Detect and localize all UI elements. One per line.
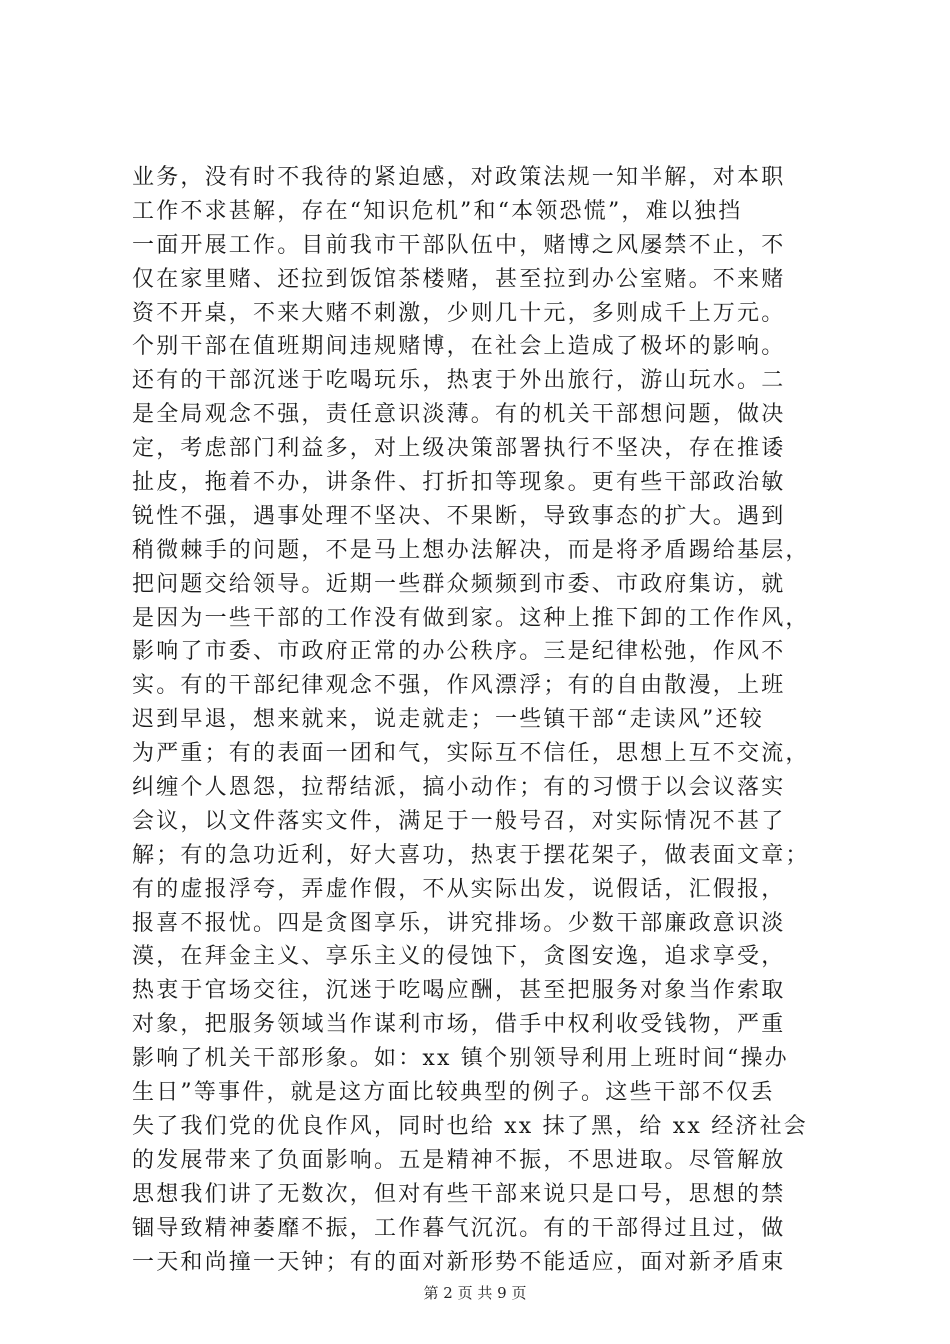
text-line: 热衷于官场交往，沉迷于吃喝应酬，甚至把服务对象当作索取 [132, 978, 786, 1004]
text-line: 资不开桌，不来大赌不刺激，少则几十元，多则成千上万元。 [132, 300, 786, 326]
text-line: 一面开展工作。目前我市干部队伍中，赌博之风屡禁不止，不 [132, 232, 786, 258]
text-line: 解；有的急功近利，好大喜功，热衷于摆花架子，做表面文章； [132, 842, 810, 868]
text-line: 工作不求甚解，存在“知识危机”和“本领恐慌”，难以独挡 [132, 198, 743, 224]
text-line: 影响了机关干部形象。如：xx 镇个别领导利用上班时间“操办 [132, 1046, 789, 1072]
text-line: 报喜不报忧。四是贪图享乐，讲究排场。少数干部廉政意识淡 [132, 910, 786, 936]
text-line: 有的虚报浮夸，弄虚作假，不从实际出发，说假话，汇假报， [132, 876, 786, 902]
text-line: 影响了市委、市政府正常的办公秩序。三是纪律松弛，作风不 [132, 639, 786, 665]
text-line: 生日”等事件，就是这方面比较典型的例子。这些干部不仅丢 [132, 1080, 775, 1106]
text-line: 业务，没有时不我待的紧迫感，对政策法规一知半解，对本职 [132, 165, 786, 190]
text-line: 稍微棘手的问题，不是马上想办法解决，而是将矛盾踢给基层， [132, 537, 810, 563]
text-line: 把问题交给领导。近期一些群众频频到市委、市政府集访，就 [132, 571, 786, 597]
text-line: 纠缠个人恩怨，拉帮结派，搞小动作；有的习惯于以会议落实 [132, 775, 786, 801]
text-line: 锐性不强，遇事处理不坚决、不果断，导致事态的扩大。遇到 [132, 503, 786, 529]
text-line: 迟到早退，想来就来，说走就走；一些镇干部“走读风”还较 [132, 707, 764, 733]
body-text [132, 161, 832, 1279]
text-line: 个别干部在值班期间违规赌博，在社会上造成了极坏的影响。 [132, 334, 786, 360]
text-line: 扯皮，拖着不办，讲条件、打折扣等现象。更有些干部政治敏 [132, 470, 786, 496]
text-line: 一天和尚撞一天钟；有的面对新形势不能适应，面对新矛盾束 [132, 1249, 786, 1275]
text-line: 为严重；有的表面一团和气，实际互不信任，思想上互不交流， [132, 741, 810, 767]
text-line: 思想我们讲了无数次，但对有些干部来说只是口号，思想的禁 [132, 1181, 786, 1207]
text-line: 的发展带来了负面影响。五是精神不振，不思进取。尽管解放 [132, 1147, 786, 1173]
text-line: 仅在家里赌、还拉到饭馆茶楼赌，甚至拉到办公室赌。不来赌 [132, 266, 786, 292]
text-line: 对象，把服务领域当作谋利市场，借手中权利收受钱物，严重 [132, 1012, 786, 1038]
text-line: 定，考虑部门利益多，对上级决策部署执行不坚决，存在推诿 [132, 436, 786, 462]
text-line: 是全局观念不强，责任意识淡薄。有的机关干部想问题，做决 [132, 402, 786, 428]
text-line: 失了我们党的优良作风，同时也给 xx 抹了黑，给 xx 经济社会 [132, 1113, 809, 1139]
text-line: 还有的干部沉迷于吃喝玩乐，热衷于外出旅行，游山玩水。二 [132, 368, 786, 394]
text-line: 是因为一些干部的工作没有做到家。这种上推下卸的工作作风， [132, 605, 810, 631]
text-line: 实。有的干部纪律观念不强，作风漂浮；有的自由散漫，上班 [132, 673, 786, 699]
text-line: 锢导致精神萎靡不振，工作暮气沉沉。有的干部得过且过，做 [132, 1215, 786, 1241]
page-number-footer: 第 2 页 共 9 页 [423, 1284, 527, 1302]
text-line: 会议，以文件落实文件，满足于一般号召，对实际情况不甚了 [132, 808, 786, 834]
text-line: 漠，在拜金主义、享乐主义的侵蚀下，贪图安逸，追求享受， [132, 944, 786, 970]
